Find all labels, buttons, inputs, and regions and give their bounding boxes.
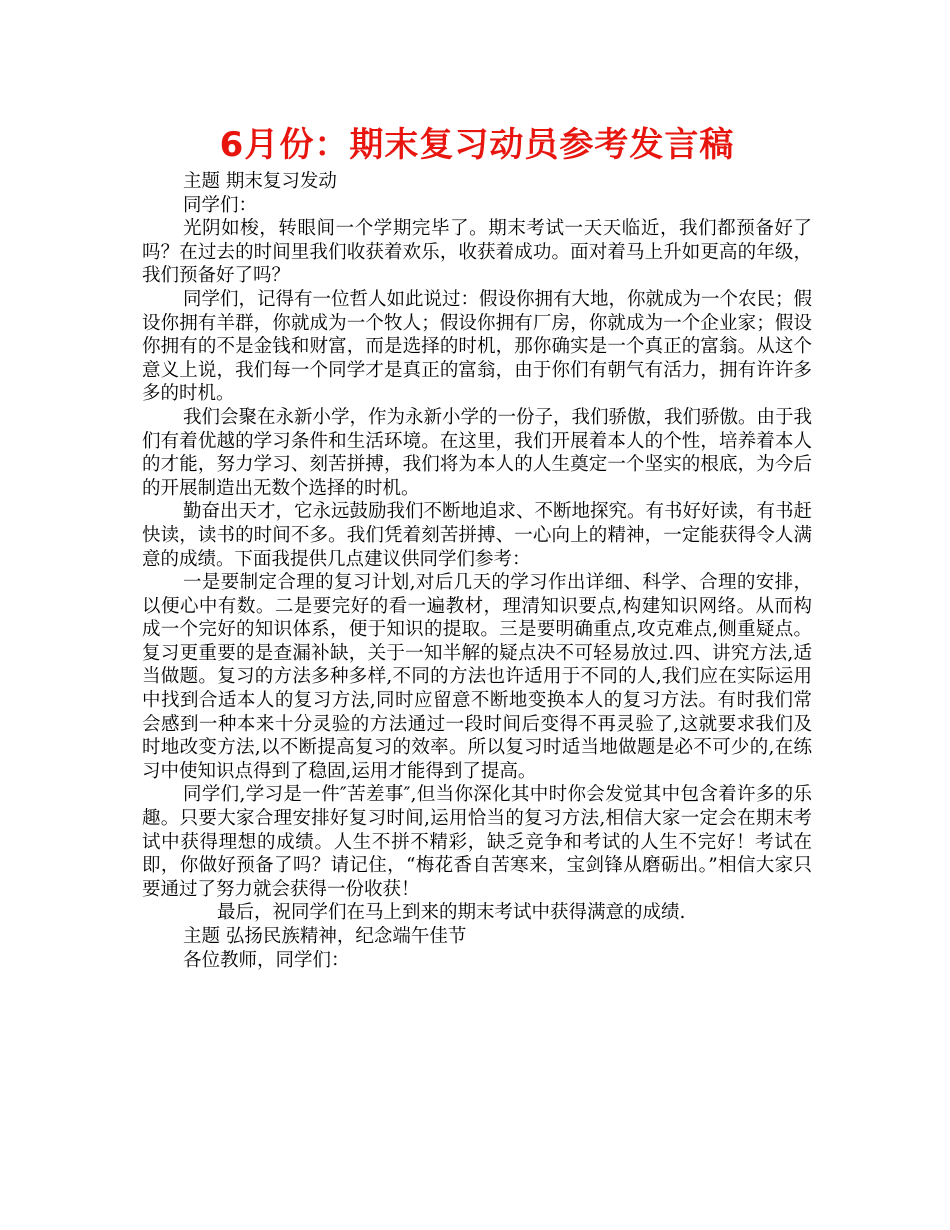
salutation: 同学们： — [183, 194, 258, 216]
subject-line: 主题 弘扬民族精神，纪念端午佳节 — [183, 926, 467, 947]
paragraph: 勤奋出天才，它永远鼓励我们不断地追求、不断地探究。有书好好读，有书赶快读，读书的时间不多。我们凭着刻苦拼搏、一心向上的精神，一定能获得令人满意的成绩。下面我提供几点建议供同学们参考： — [142, 501, 813, 570]
document-body — [142, 170, 812, 972]
paragraph: 一是要制定合理的复习计划,对后几天的学习作出详细、科学、合理的安排，以便心中有数。二是要完好的看一遍教材，理清知识要点,构建知识网络。从而构成一个完好的知识体系，便于知识的提取。三是要明确重点,攻克难点,侧重疑点。复习更重要的是查漏补缺，关于一知半解的疑点决不可轻易放过.四、讲究方法,适当做题。复习的方法多种多样,不同的方法也许适用于不同的人,我们应在实际运用中找到合适本人的复习方法,同时应留意不断地变换本人的复习方法。有时我们常会感到一种本来十分灵验的方法通过一段时间后变得不再灵验了,这就要求我们及时地改变方法,以不断提高复习的效率。所以复习时适当地做题是必不可少的,在练习中使知识点得到了稳固,运用才能得到了提高。 — [142, 572, 812, 782]
paragraph: 同学们,学习是一件″苦差事″,但当你深化其中时你会发觉其中包含着许多的乐趣。只要大家合理安排好复习时间,运用恰当的复习方法,相信大家一定会在期末考试中获得理想的成绩。人生不拼不精彩，缺乏竞争和考试的人生不完好！考试在即，你做好预备了吗？请记住，“梅花香自苦寒来，宝剑锋从磨砺出。”相信大家只要通过了努力就会获得一份收获！ — [142, 784, 812, 900]
subject-line: 主题 期末复习发动 — [183, 171, 337, 192]
paragraph: 同学们，记得有一位哲人如此说过：假设你拥有大地，你就成为一个农民；假设你拥有羊群，你就成为一个牧人；假设你拥有厂房，你就成为一个企业家；假设你拥有的不是金钱和财富，而是选择的时机，那你确实是一个真正的富翁。从这个意义上说，我们每一个同学才是真正的富翁，由于你们有朝气有活力，拥有许许多多的时机。 — [142, 288, 813, 405]
paragraph: 我们会聚在永新小学，作为永新小学的一份子，我们骄傲，我们骄傲。由于我们有着优越的学习条件和生活环境。在这里，我们开展着本人的个性，培养着本人的才能，努力学习、刻苦拼搏，我们将为本人的人生奠定一个坚实的根底，为今后的开展制造出无数个选择的时机。 — [142, 406, 813, 499]
salutation: 各位教师，同学们： — [183, 949, 350, 971]
closing-line: 最后，祝同学们在马上到来的期末考试中获得满意的成绩. — [217, 902, 686, 924]
document-page — [142, 0, 812, 972]
document-title: 6月份：期末复习动员参考发言稿 — [219, 125, 735, 165]
paragraph: 光阴如梭，转眼间一个学期完毕了。期末考试一天天临近，我们都预备好了吗？在过去的时间里我们收获着欢乐，收获着成功。面对着马上升如更高的年级，我们预备好了吗？ — [142, 218, 812, 287]
